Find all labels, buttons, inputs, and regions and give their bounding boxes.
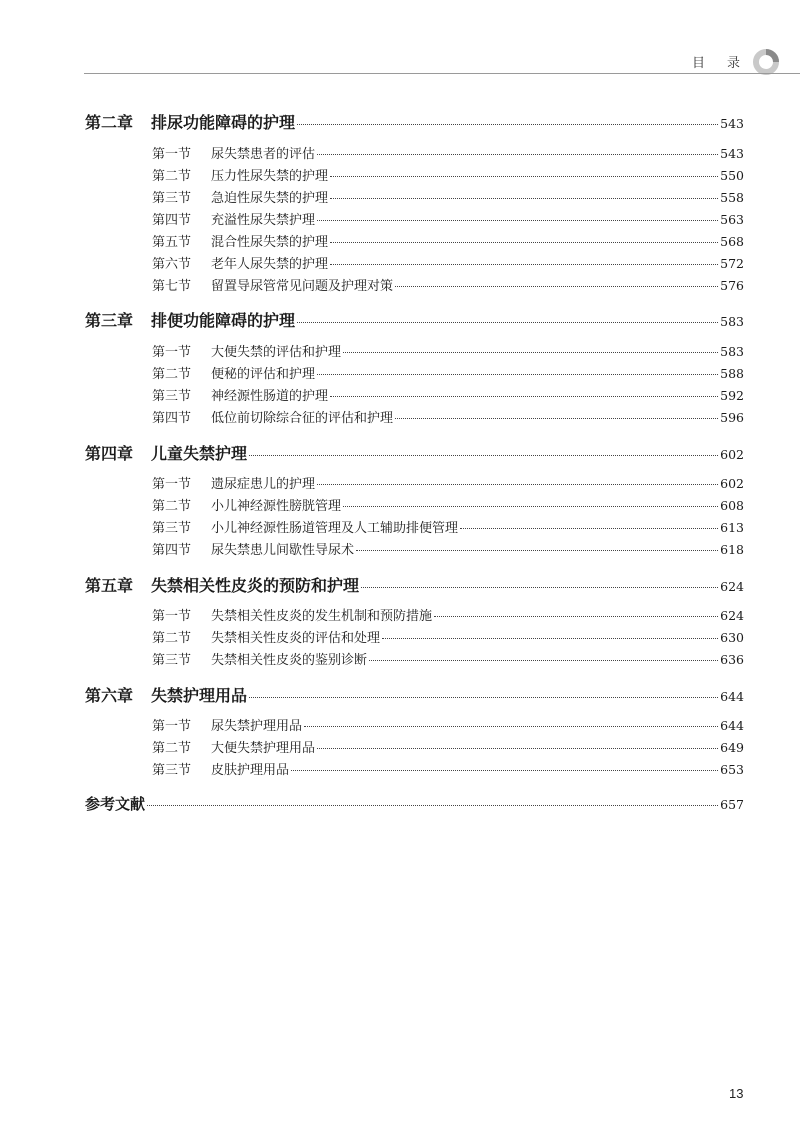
- section-title: 失禁相关性皮炎的鉴别诊断: [211, 653, 368, 668]
- section-title: 失禁相关性皮炎的发生机制和预防措施: [211, 609, 433, 624]
- dot-leader: [304, 726, 718, 727]
- section-title: 便秘的评估和护理: [211, 367, 316, 382]
- chapter-title: 排便功能障碍的护理: [151, 311, 296, 330]
- chapter-number: 第四章: [85, 444, 134, 463]
- section-title: 尿失禁患儿间歇性导尿术: [211, 543, 355, 558]
- section-title: 神经源性肠道的护理: [211, 389, 329, 404]
- dot-leader: [343, 352, 718, 353]
- toc-section-row[interactable]: [152, 363, 744, 382]
- dot-leader: [317, 484, 718, 485]
- section-title: 尿失禁患者的评估: [211, 147, 316, 162]
- section-number: 第一节: [152, 609, 192, 624]
- chapter-title: 儿童失禁护理: [151, 444, 248, 463]
- dot-leader: [369, 660, 718, 661]
- toc-page-number: 630: [720, 630, 744, 645]
- running-header-char-2: 录: [727, 56, 741, 71]
- dot-leader: [297, 322, 718, 323]
- toc-page-number: 624: [720, 579, 744, 594]
- section-number: 第四节: [152, 213, 192, 228]
- running-header-char-1: 目: [692, 56, 706, 71]
- chapter-number: 第三章: [85, 311, 134, 330]
- dot-leader: [343, 506, 718, 507]
- toc-page-number: 653: [720, 762, 744, 777]
- chapter-number: 第二章: [85, 113, 134, 132]
- chapter-title: 失禁相关性皮炎的预防和护理: [151, 576, 360, 595]
- dot-leader: [395, 418, 718, 419]
- dot-leader: [356, 550, 718, 551]
- toc-page-number: 550: [720, 168, 744, 183]
- dot-leader: [395, 286, 718, 287]
- toc-section-row[interactable]: [152, 275, 744, 294]
- toc-chapter-row[interactable]: [85, 683, 744, 706]
- dot-leader: [297, 124, 718, 125]
- section-number: 第三节: [152, 191, 192, 206]
- dot-leader: [317, 748, 718, 749]
- dot-leader: [330, 176, 718, 177]
- toc-page-number: 602: [720, 476, 744, 491]
- toc-page-number: 649: [720, 740, 744, 755]
- toc-section-row[interactable]: [152, 209, 744, 228]
- dot-leader: [434, 616, 718, 617]
- toc-section-row[interactable]: [152, 341, 744, 360]
- toc-section-row[interactable]: [152, 187, 744, 206]
- toc-section-row[interactable]: [152, 495, 744, 514]
- toc-section-row[interactable]: [152, 143, 744, 162]
- toc-page-number: 543: [720, 146, 744, 161]
- section-number: 第一节: [152, 719, 192, 734]
- toc-section-row[interactable]: [152, 649, 744, 668]
- toc-chapter-row[interactable]: [85, 573, 744, 596]
- section-title: 压力性尿失禁的护理: [211, 169, 329, 184]
- logo-icon: [752, 48, 780, 76]
- toc-section-row[interactable]: [152, 385, 744, 404]
- toc-page-number: 618: [720, 542, 744, 557]
- dot-leader: [382, 638, 718, 639]
- dot-leader: [460, 528, 718, 529]
- toc-section-row[interactable]: [152, 165, 744, 184]
- dot-leader: [361, 587, 718, 588]
- toc-page-number: 644: [720, 718, 744, 733]
- section-number: 第二节: [152, 367, 192, 382]
- section-title: 老年人尿失禁的护理: [211, 257, 329, 272]
- toc-section-row[interactable]: [152, 627, 744, 646]
- toc-page-number: 583: [720, 314, 744, 329]
- chapter-number: 第六章: [85, 686, 134, 705]
- section-number: 第三节: [152, 389, 192, 404]
- section-number: 第二节: [152, 741, 192, 756]
- section-number: 第四节: [152, 543, 192, 558]
- toc-page-number: 596: [720, 410, 744, 425]
- dot-leader: [330, 242, 718, 243]
- toc-page-number: 558: [720, 190, 744, 205]
- toc-page-number: 592: [720, 388, 744, 403]
- section-title: 大便失禁的评估和护理: [211, 345, 342, 360]
- section-title: 小儿神经源性肠道管理及人工辅助排便管理: [211, 521, 459, 536]
- section-title: 失禁相关性皮炎的评估和处理: [211, 631, 381, 646]
- chapter-title: 失禁护理用品: [151, 686, 248, 705]
- toc-section-row[interactable]: [152, 715, 744, 734]
- section-title: 留置导尿管常见问题及护理对策: [211, 279, 394, 294]
- section-number: 第三节: [152, 521, 192, 536]
- toc-chapter-row[interactable]: [85, 441, 744, 464]
- chapter-title: 排尿功能障碍的护理: [151, 113, 296, 132]
- section-number: 第一节: [152, 477, 192, 492]
- section-number: 第七节: [152, 279, 192, 294]
- section-title: 急迫性尿失禁的护理: [211, 191, 329, 206]
- dot-leader: [291, 770, 718, 771]
- toc-section-row[interactable]: [152, 737, 744, 756]
- section-number: 第二节: [152, 631, 192, 646]
- references-title: 参考文献: [85, 795, 146, 813]
- dot-leader: [147, 805, 718, 806]
- toc-page-number: 568: [720, 234, 744, 249]
- dot-leader: [317, 374, 718, 375]
- page-number: 13: [729, 1086, 744, 1101]
- toc-page-number: 636: [720, 652, 744, 667]
- section-number: 第四节: [152, 411, 192, 426]
- toc-section-row[interactable]: [152, 517, 744, 536]
- toc-chapter-row[interactable]: [85, 308, 744, 331]
- section-number: 第三节: [152, 653, 192, 668]
- toc-page-number: 583: [720, 344, 744, 359]
- running-header: [692, 52, 740, 71]
- toc-section-row[interactable]: [152, 231, 744, 250]
- section-title: 尿失禁护理用品: [211, 719, 303, 734]
- toc-page-number: 608: [720, 498, 744, 513]
- section-title: 充溢性尿失禁护理: [211, 213, 316, 228]
- toc-page-number: 613: [720, 520, 744, 535]
- dot-leader: [330, 264, 718, 265]
- toc-page-number: 588: [720, 366, 744, 381]
- toc-page-number: 576: [720, 278, 744, 293]
- section-number: 第五节: [152, 235, 192, 250]
- section-title: 小儿神经源性膀胱管理: [211, 499, 342, 514]
- section-number: 第一节: [152, 345, 192, 360]
- section-title: 遗尿症患儿的护理: [211, 477, 316, 492]
- toc-page-number: 644: [720, 689, 744, 704]
- section-title: 皮肤护理用品: [211, 763, 290, 778]
- section-title: 大便失禁护理用品: [211, 741, 316, 756]
- toc-section-row[interactable]: [152, 759, 744, 778]
- section-number: 第二节: [152, 169, 192, 184]
- toc-section-row[interactable]: [152, 605, 744, 624]
- toc-section-row[interactable]: [152, 473, 744, 492]
- toc-page-number: 572: [720, 256, 744, 271]
- dot-leader: [317, 154, 718, 155]
- toc-page-number: 563: [720, 212, 744, 227]
- dot-leader: [249, 455, 718, 456]
- header-rule: [84, 73, 800, 74]
- section-number: 第六节: [152, 257, 192, 272]
- section-number: 第二节: [152, 499, 192, 514]
- toc-section-row[interactable]: [152, 407, 744, 426]
- section-number: 第一节: [152, 147, 192, 162]
- dot-leader: [330, 396, 718, 397]
- toc-section-row[interactable]: [152, 539, 744, 558]
- section-title: 混合性尿失禁的护理: [211, 235, 329, 250]
- toc-section-row[interactable]: [152, 253, 744, 272]
- toc-page-number: 543: [720, 116, 744, 131]
- dot-leader: [249, 697, 718, 698]
- toc-page-number: 657: [720, 797, 744, 812]
- toc-references-row[interactable]: [85, 793, 744, 814]
- dot-leader: [330, 198, 718, 199]
- section-number: 第三节: [152, 763, 192, 778]
- chapter-number: 第五章: [85, 576, 134, 595]
- section-title: 低位前切除综合征的评估和护理: [211, 411, 394, 426]
- toc-chapter-row[interactable]: [85, 110, 744, 133]
- toc-page-number: 624: [720, 608, 744, 623]
- dot-leader: [317, 220, 718, 221]
- toc-page-number: 602: [720, 447, 744, 462]
